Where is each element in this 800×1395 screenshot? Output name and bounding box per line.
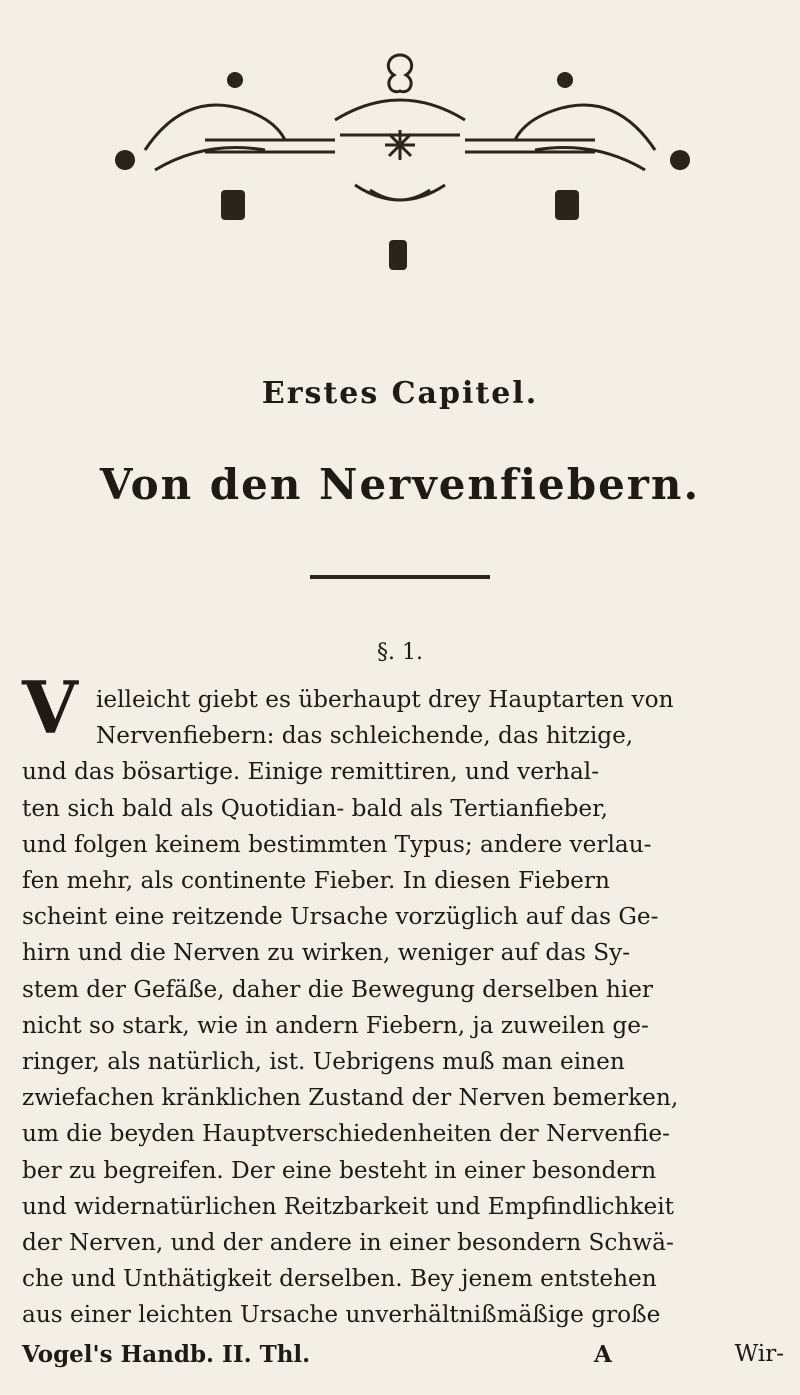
signature-mark: A [594, 1341, 612, 1368]
ornament-center-fleuron [388, 55, 411, 92]
section-mark: §. 1. [377, 640, 423, 665]
text-line: che und Unthätigkeit derselben. Bey jenem entstehen [22, 1265, 657, 1293]
text-line: und das bösartige. Einige remittiren, und verhal- [22, 758, 600, 786]
ornament-left-rail [205, 140, 335, 152]
running-title: Vogel's Handb. II. Thl. [22, 1341, 311, 1368]
chapter-title: Von den Nervenfiebern. [99, 460, 701, 509]
text-line: ten sich bald als Quotidian- bald als Tertianfieber, [22, 794, 609, 822]
text-line: um die beyden Hauptverschiedenheiten der Nervenfie- [22, 1120, 670, 1148]
text-line: fen mehr, als continente Fieber. In diesen Fiebern [22, 867, 610, 895]
page-footer [22, 1341, 784, 1377]
ornament-center-arch [335, 100, 465, 135]
text-line: Nervenfiebern: das schleichende, das hitzige, [96, 722, 634, 750]
ornament-left-scroll [145, 105, 285, 170]
ornament-right-scroll [515, 105, 655, 170]
text-line: ringer, als natürlich, ist. Uebrigens muß man einen [22, 1048, 625, 1076]
drop-capital: V [22, 665, 78, 750]
text-line: und widernatürlichen Reitzbarkeit und Empfindlichkeit [22, 1192, 674, 1220]
title-rule [310, 575, 490, 579]
text-line: ber zu begreifen. Der eine besteht in einer besondern [22, 1156, 657, 1184]
text-line: aus einer leichten Ursache unverhältnißmäßige große [22, 1301, 661, 1329]
chapter-label: Erstes Capitel. [261, 376, 539, 411]
text-line: nicht so stark, wie in andern Fiebern, ja zuweilen ge- [22, 1011, 649, 1039]
text-line: und folgen keinem bestimmten Typus; andere verlau- [22, 830, 652, 858]
text-line: ielleicht giebt es überhaupt drey Hauptarten von [96, 686, 674, 713]
catchword: Wir- [734, 1341, 784, 1367]
ornament-right-rail [465, 140, 595, 152]
text-line: der Nerven, und der andere in einer besondern Schwä- [22, 1229, 674, 1257]
text-line: zwiefachen kränklichen Zustand der Nerven bemerken, [22, 1084, 679, 1112]
printers-ornament-headpiece [85, 40, 715, 290]
ornament-center-lower-scroll [355, 185, 445, 200]
text-line: stem der Gefäße, daher die Bewegung derselben hier [22, 975, 654, 1003]
text-line: hirn und die Nerven zu wirken, weniger auf das Sy- [22, 939, 631, 967]
body-paragraph [22, 682, 784, 1334]
text-line: scheint eine reitzende Ursache vorzüglich auf das Ge- [22, 903, 659, 931]
ornament-center-star [385, 130, 415, 160]
